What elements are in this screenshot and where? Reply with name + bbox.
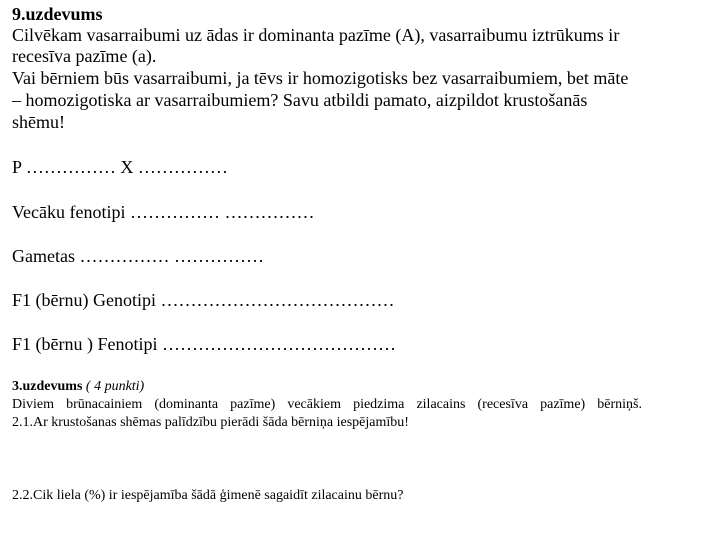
task9-text-line-3: Vai bērniem būs vasarraibumi, ja tēvs ir homozigotisks bez vasarraibumiem, bet māte	[12, 68, 629, 88]
f1-phenotypes-field: F1 (bērnu ) Fenotipi …………………………………	[12, 334, 396, 354]
task9-title: 9.uzdevums	[12, 4, 103, 24]
parent-phenotypes-field: Vecāku fenotipi …………… ……………	[12, 202, 315, 222]
task3-title: 3.uzdevums	[12, 379, 83, 394]
task9-text-line-4: – homozigotiska ar vasarraibumiem? Savu atbildi pamato, aizpildot krustošanās	[12, 90, 588, 110]
task3-points: ( 4 punkti)	[85, 379, 145, 394]
task3-question: 2.2.Cik liela (%) ir iespējamība šādā ģimenē sagaidīt zilacainu bērnu?	[12, 488, 404, 503]
task9-text-line-2: recesīva pazīme (a).	[12, 46, 157, 66]
task3-text-line-1	[12, 396, 642, 413]
task9-text-line-1: Cilvēkam vasarraibumi uz ādas ir dominanta pazīme (A), vasarraibumu iztrūkums ir	[12, 25, 620, 45]
f1-genotypes-field: F1 (bērnu) Genotipi …………………………………	[12, 290, 395, 310]
task9-text-line-5: shēmu!	[12, 112, 65, 132]
gametes-field: Gametas …………… ……………	[12, 246, 264, 266]
task3-heading	[12, 378, 144, 395]
task3-text-line-2: 2.1.Ar krustošanas shēmas palīdzību pierādi šāda bērniņa iespējamību!	[12, 415, 409, 430]
parents-field: P …………… X ……………	[12, 157, 228, 177]
task3-text-line-1-content: Diviem brūnacainiem (dominanta pazīme) vecākiem piedzima zilacains (recesīva pazīme) bērniņš.	[12, 397, 642, 412]
